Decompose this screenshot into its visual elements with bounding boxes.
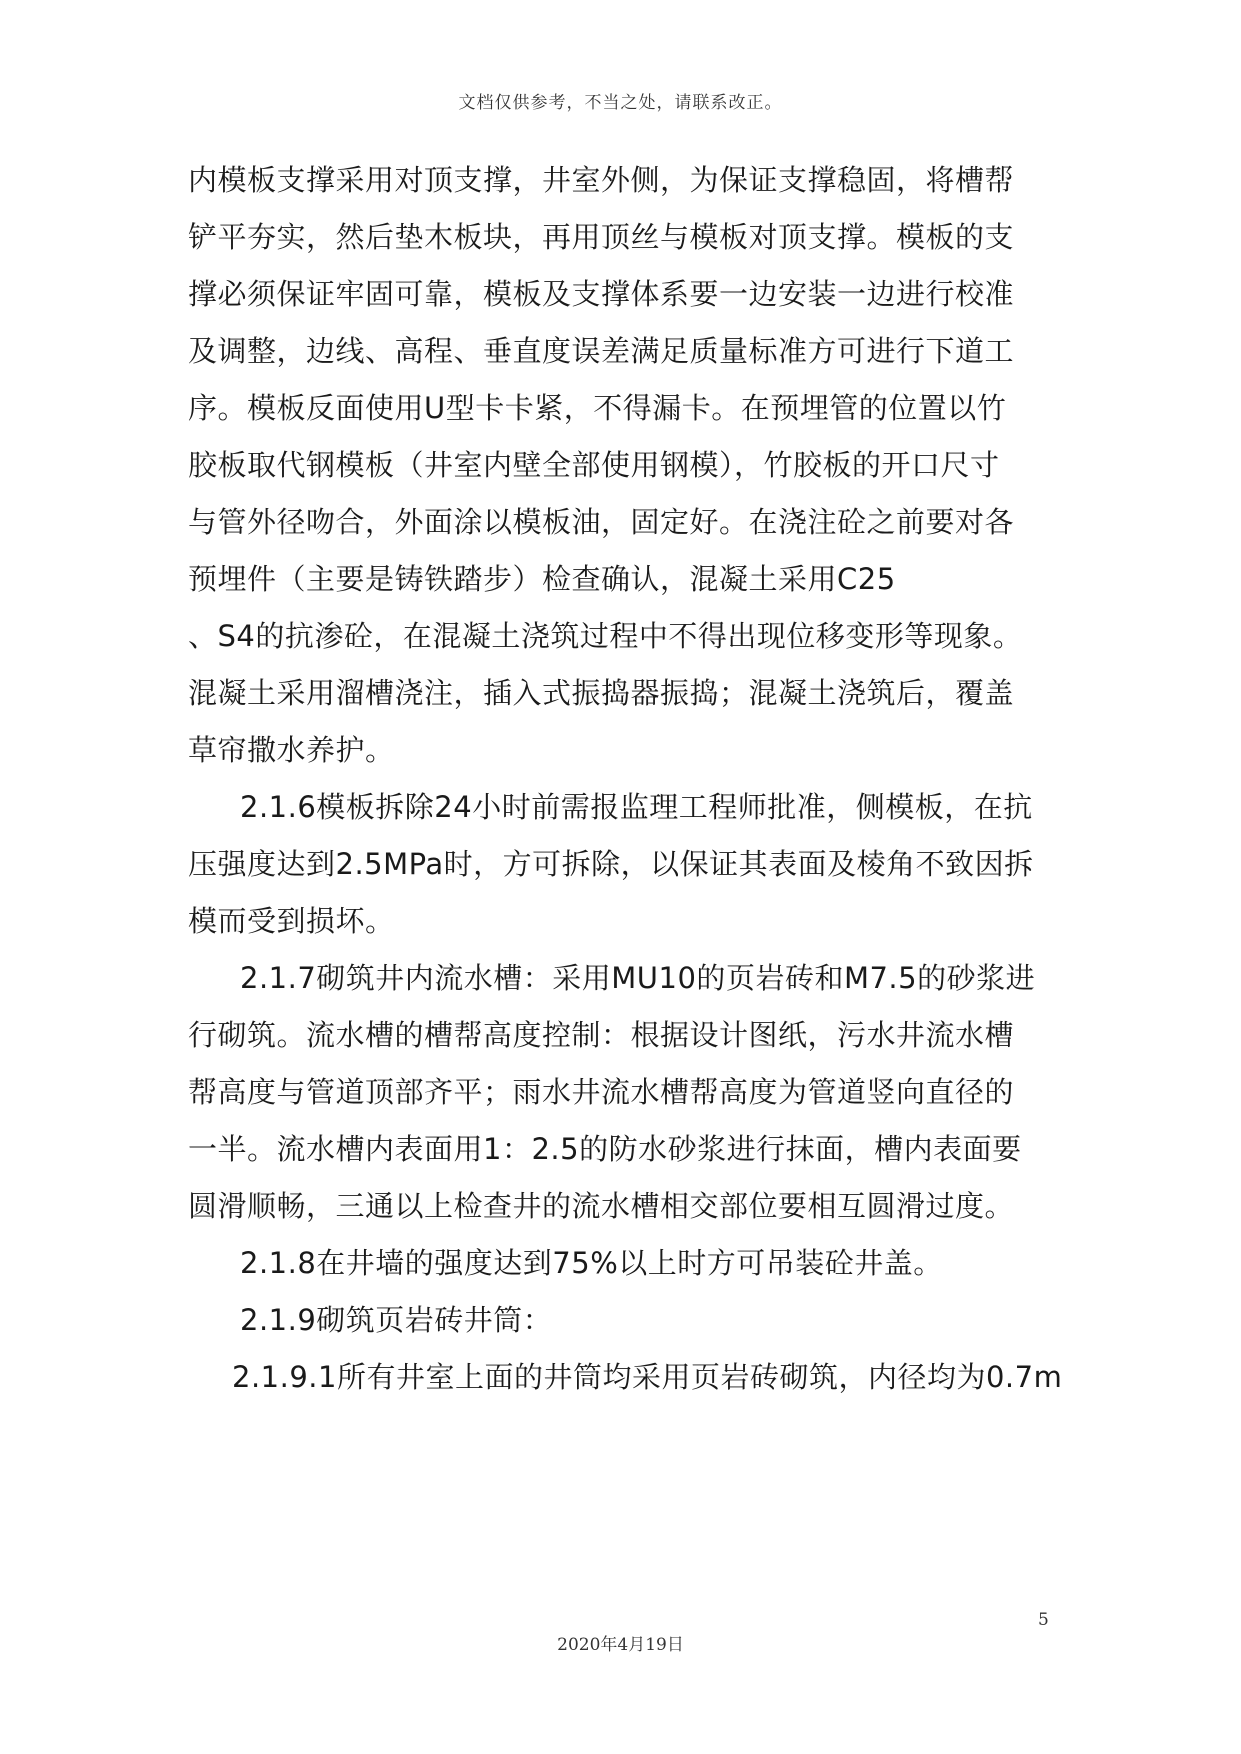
- text-line: 帮高度与管道顶部齐平；雨水井流水槽帮高度为管道竖向直径的: [188, 1075, 1015, 1109]
- text-line: 混凝土采用溜槽浇注，插入式振捣器振捣；混凝土浇筑后，覆盖: [188, 676, 1015, 710]
- page-footer-date: 2020年4月19日: [557, 1635, 684, 1655]
- text-line: 2.1.9.1所有井室上面的井筒均采用页岩砖砌筑，内径均为0.7m: [232, 1360, 1063, 1394]
- text-line: 2.1.9砌筑页岩砖井筒：: [240, 1303, 553, 1337]
- text-line: 铲平夯实，然后垫木板块，再用顶丝与模板对顶支撑。模板的支: [188, 220, 1015, 254]
- text-line: 草帘撒水养护。: [188, 733, 395, 767]
- text-line: 与管外径吻合，外面涂以模板油，固定好。在浇注砼之前要对各: [188, 505, 1015, 539]
- text-line: 一半。流水槽内表面用1：2.5的防水砂浆进行抹面，槽内表面要: [188, 1132, 1022, 1166]
- text-line: 圆滑顺畅，三通以上检查井的流水槽相交部位要相互圆滑过度。: [188, 1189, 1015, 1223]
- text-line: 行砌筑。流水槽的槽帮高度控制：根据设计图纸，污水井流水槽: [188, 1018, 1015, 1052]
- text-line: 2.1.7砌筑井内流水槽：采用MU10的页岩砖和M7.5的砂浆进: [240, 961, 1036, 995]
- text-line: 2.1.8在井墙的强度达到75%以上时方可吊装砼井盖。: [240, 1246, 943, 1280]
- text-line: 、S4的抗渗砼，在混凝土浇筑过程中不得出现位移变形等现象。: [188, 619, 1023, 653]
- text-line: 内模板支撑采用对顶支撑，井室外侧，为保证支撑稳固，将槽帮: [188, 163, 1015, 197]
- page-number: 5: [1038, 1610, 1049, 1630]
- text-line: 2.1.6模板拆除24小时前需报监理工程师批准，侧模板，在抗: [240, 790, 1033, 824]
- text-line: 及调整，边线、高程、垂直度误差满足质量标准方可进行下道工: [188, 334, 1015, 368]
- text-line: 压强度达到2.5MPa时，方可拆除，以保证其表面及棱角不致因拆: [188, 847, 1034, 881]
- page-header: 文档仅供参考，不当之处，请联系改正。: [458, 93, 783, 113]
- text-line: 撑必须保证牢固可靠，模板及支撑体系要一边安装一边进行校准: [188, 277, 1015, 311]
- text-line: 序。模板反面使用U型卡卡紧，不得漏卡。在预埋管的位置以竹: [188, 391, 1007, 425]
- text-line: 预埋件（主要是铸铁踏步）检查确认，混凝土采用C25: [188, 562, 896, 596]
- text-line: 胶板取代钢模板（井室内壁全部使用钢模），竹胶板的开口尺寸: [188, 448, 1000, 482]
- text-line: 模而受到损坏。: [188, 904, 395, 938]
